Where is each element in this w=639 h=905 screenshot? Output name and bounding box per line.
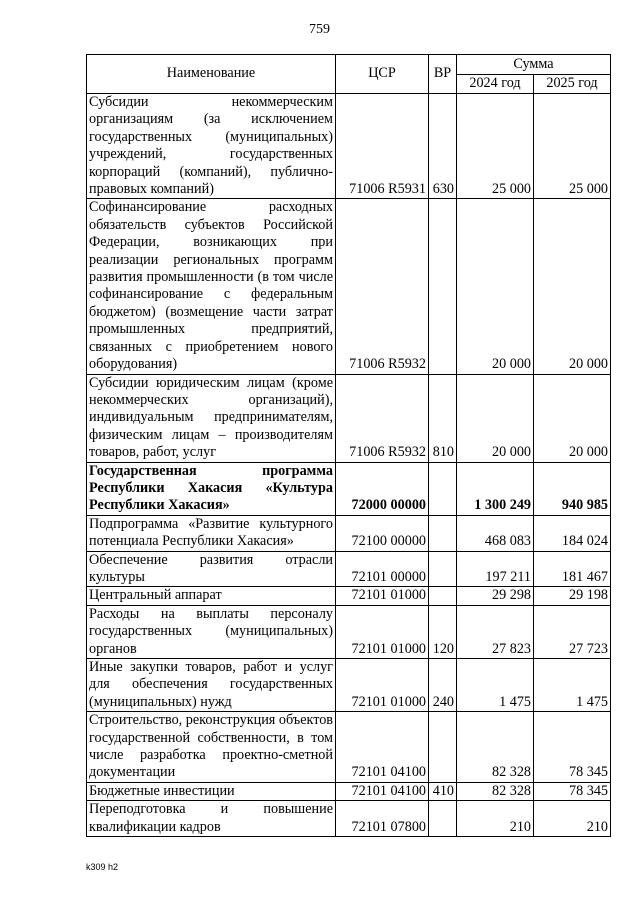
row-vr: 810 [429, 374, 457, 462]
row-name: Иные закупки товаров, работ и услуг для обеспечения государственных (муниципальных) нужд [87, 659, 336, 712]
table-body [87, 94, 611, 837]
row-name: Бюджетные инвестиции [87, 782, 336, 800]
row-sum-2025: 210 [534, 801, 611, 837]
row-sum-2024: 1 475 [457, 659, 534, 712]
row-name: Строительство, реконструкция объектов государственной собственности, в том числе разработка проектно-сметной документации [87, 712, 336, 783]
row-sum-2024: 20 000 [457, 374, 534, 462]
table-row [87, 199, 611, 374]
row-csr: 71006 R5932 [336, 374, 429, 462]
budget-table [86, 54, 611, 837]
row-sum-2024: 197 211 [457, 551, 534, 587]
row-sum-2025: 181 467 [534, 551, 611, 587]
row-name: Субсидии юридическим лицам (кроме некоммерческих организаций), индивидуальным предпринимателям, физическим лицам – производителям товаров, работ, услуг [87, 374, 336, 462]
row-vr [429, 712, 457, 783]
page-number: 759 [309, 22, 330, 37]
row-sum-2024: 27 823 [457, 605, 534, 658]
table-row [87, 587, 611, 605]
row-vr [429, 515, 457, 551]
table-row [87, 515, 611, 551]
row-vr [429, 551, 457, 587]
table-row [87, 782, 611, 800]
row-csr: 71006 R5931 [336, 94, 429, 199]
row-sum-2025: 20 000 [534, 374, 611, 462]
row-sum-2025: 940 985 [534, 462, 611, 515]
row-sum-2024: 210 [457, 801, 534, 837]
header-vr: ВР [429, 55, 457, 94]
header-name: Наименование [87, 55, 336, 94]
row-sum-2025: 78 345 [534, 782, 611, 800]
row-vr [429, 801, 457, 837]
table-row [87, 712, 611, 783]
row-name: Центральный аппарат [87, 587, 336, 605]
row-vr: 630 [429, 94, 457, 199]
table-row [87, 551, 611, 587]
header-year-2025: 2025 год [534, 74, 611, 94]
row-sum-2025: 29 198 [534, 587, 611, 605]
row-name: Подпрограмма «Развитие культурного потенциала Республики Хакасия» [87, 515, 336, 551]
row-sum-2024: 29 298 [457, 587, 534, 605]
row-name: Обеспечение развития отрасли культуры [87, 551, 336, 587]
row-csr: 72101 00000 [336, 551, 429, 587]
row-csr: 72100 00000 [336, 515, 429, 551]
footer-code: k309 h2 [86, 862, 119, 872]
row-sum-2025: 27 723 [534, 605, 611, 658]
row-name: Субсидии некоммерческим организациям (за исключением государственных (муниципальных) учреждений, государственных корпораций (компаний), публично-правовых компаний) [87, 94, 336, 199]
row-name: Расходы на выплаты персоналу государственных (муниципальных) органов [87, 605, 336, 658]
table-row [87, 94, 611, 199]
row-csr: 72101 04100 [336, 712, 429, 783]
table-row [87, 462, 611, 515]
row-csr: 72101 07800 [336, 801, 429, 837]
row-sum-2025: 78 345 [534, 712, 611, 783]
row-sum-2024: 1 300 249 [457, 462, 534, 515]
table-row [87, 374, 611, 462]
row-sum-2024: 20 000 [457, 199, 534, 374]
row-sum-2024: 82 328 [457, 782, 534, 800]
table-row [87, 659, 611, 712]
row-vr [429, 587, 457, 605]
row-sum-2025: 20 000 [534, 199, 611, 374]
row-vr: 240 [429, 659, 457, 712]
row-csr: 72101 01000 [336, 659, 429, 712]
row-csr: 72000 00000 [336, 462, 429, 515]
row-csr: 72101 04100 [336, 782, 429, 800]
row-vr [429, 462, 457, 515]
row-vr: 120 [429, 605, 457, 658]
row-sum-2024: 82 328 [457, 712, 534, 783]
row-sum-2025: 1 475 [534, 659, 611, 712]
table-row [87, 605, 611, 658]
row-name: Переподготовка и повышение квалификации кадров [87, 801, 336, 837]
table-header [87, 55, 611, 94]
row-vr: 410 [429, 782, 457, 800]
row-name: Софинансирование расходных обязательств субъектов Российской Федерации, возникающих при реализации региональных программ развития промышленности (в том числе софинансирование с федеральным бюджетом) (возмещение части затрат промышленных предприятий, связанных с приобретением нового оборудования) [87, 199, 336, 374]
header-csr: ЦСР [336, 55, 429, 94]
row-csr: 72101 01000 [336, 587, 429, 605]
row-vr [429, 199, 457, 374]
row-csr: 72101 01000 [336, 605, 429, 658]
header-sum: Сумма [457, 55, 611, 75]
header-year-2024: 2024 год [457, 74, 534, 94]
row-sum-2025: 184 024 [534, 515, 611, 551]
row-sum-2024: 25 000 [457, 94, 534, 199]
table-row [87, 801, 611, 837]
row-sum-2025: 25 000 [534, 94, 611, 199]
row-name: Государственная программа Республики Хакасия «Культура Республики Хакасия» [87, 462, 336, 515]
row-sum-2024: 468 083 [457, 515, 534, 551]
row-csr: 71006 R5932 [336, 199, 429, 374]
